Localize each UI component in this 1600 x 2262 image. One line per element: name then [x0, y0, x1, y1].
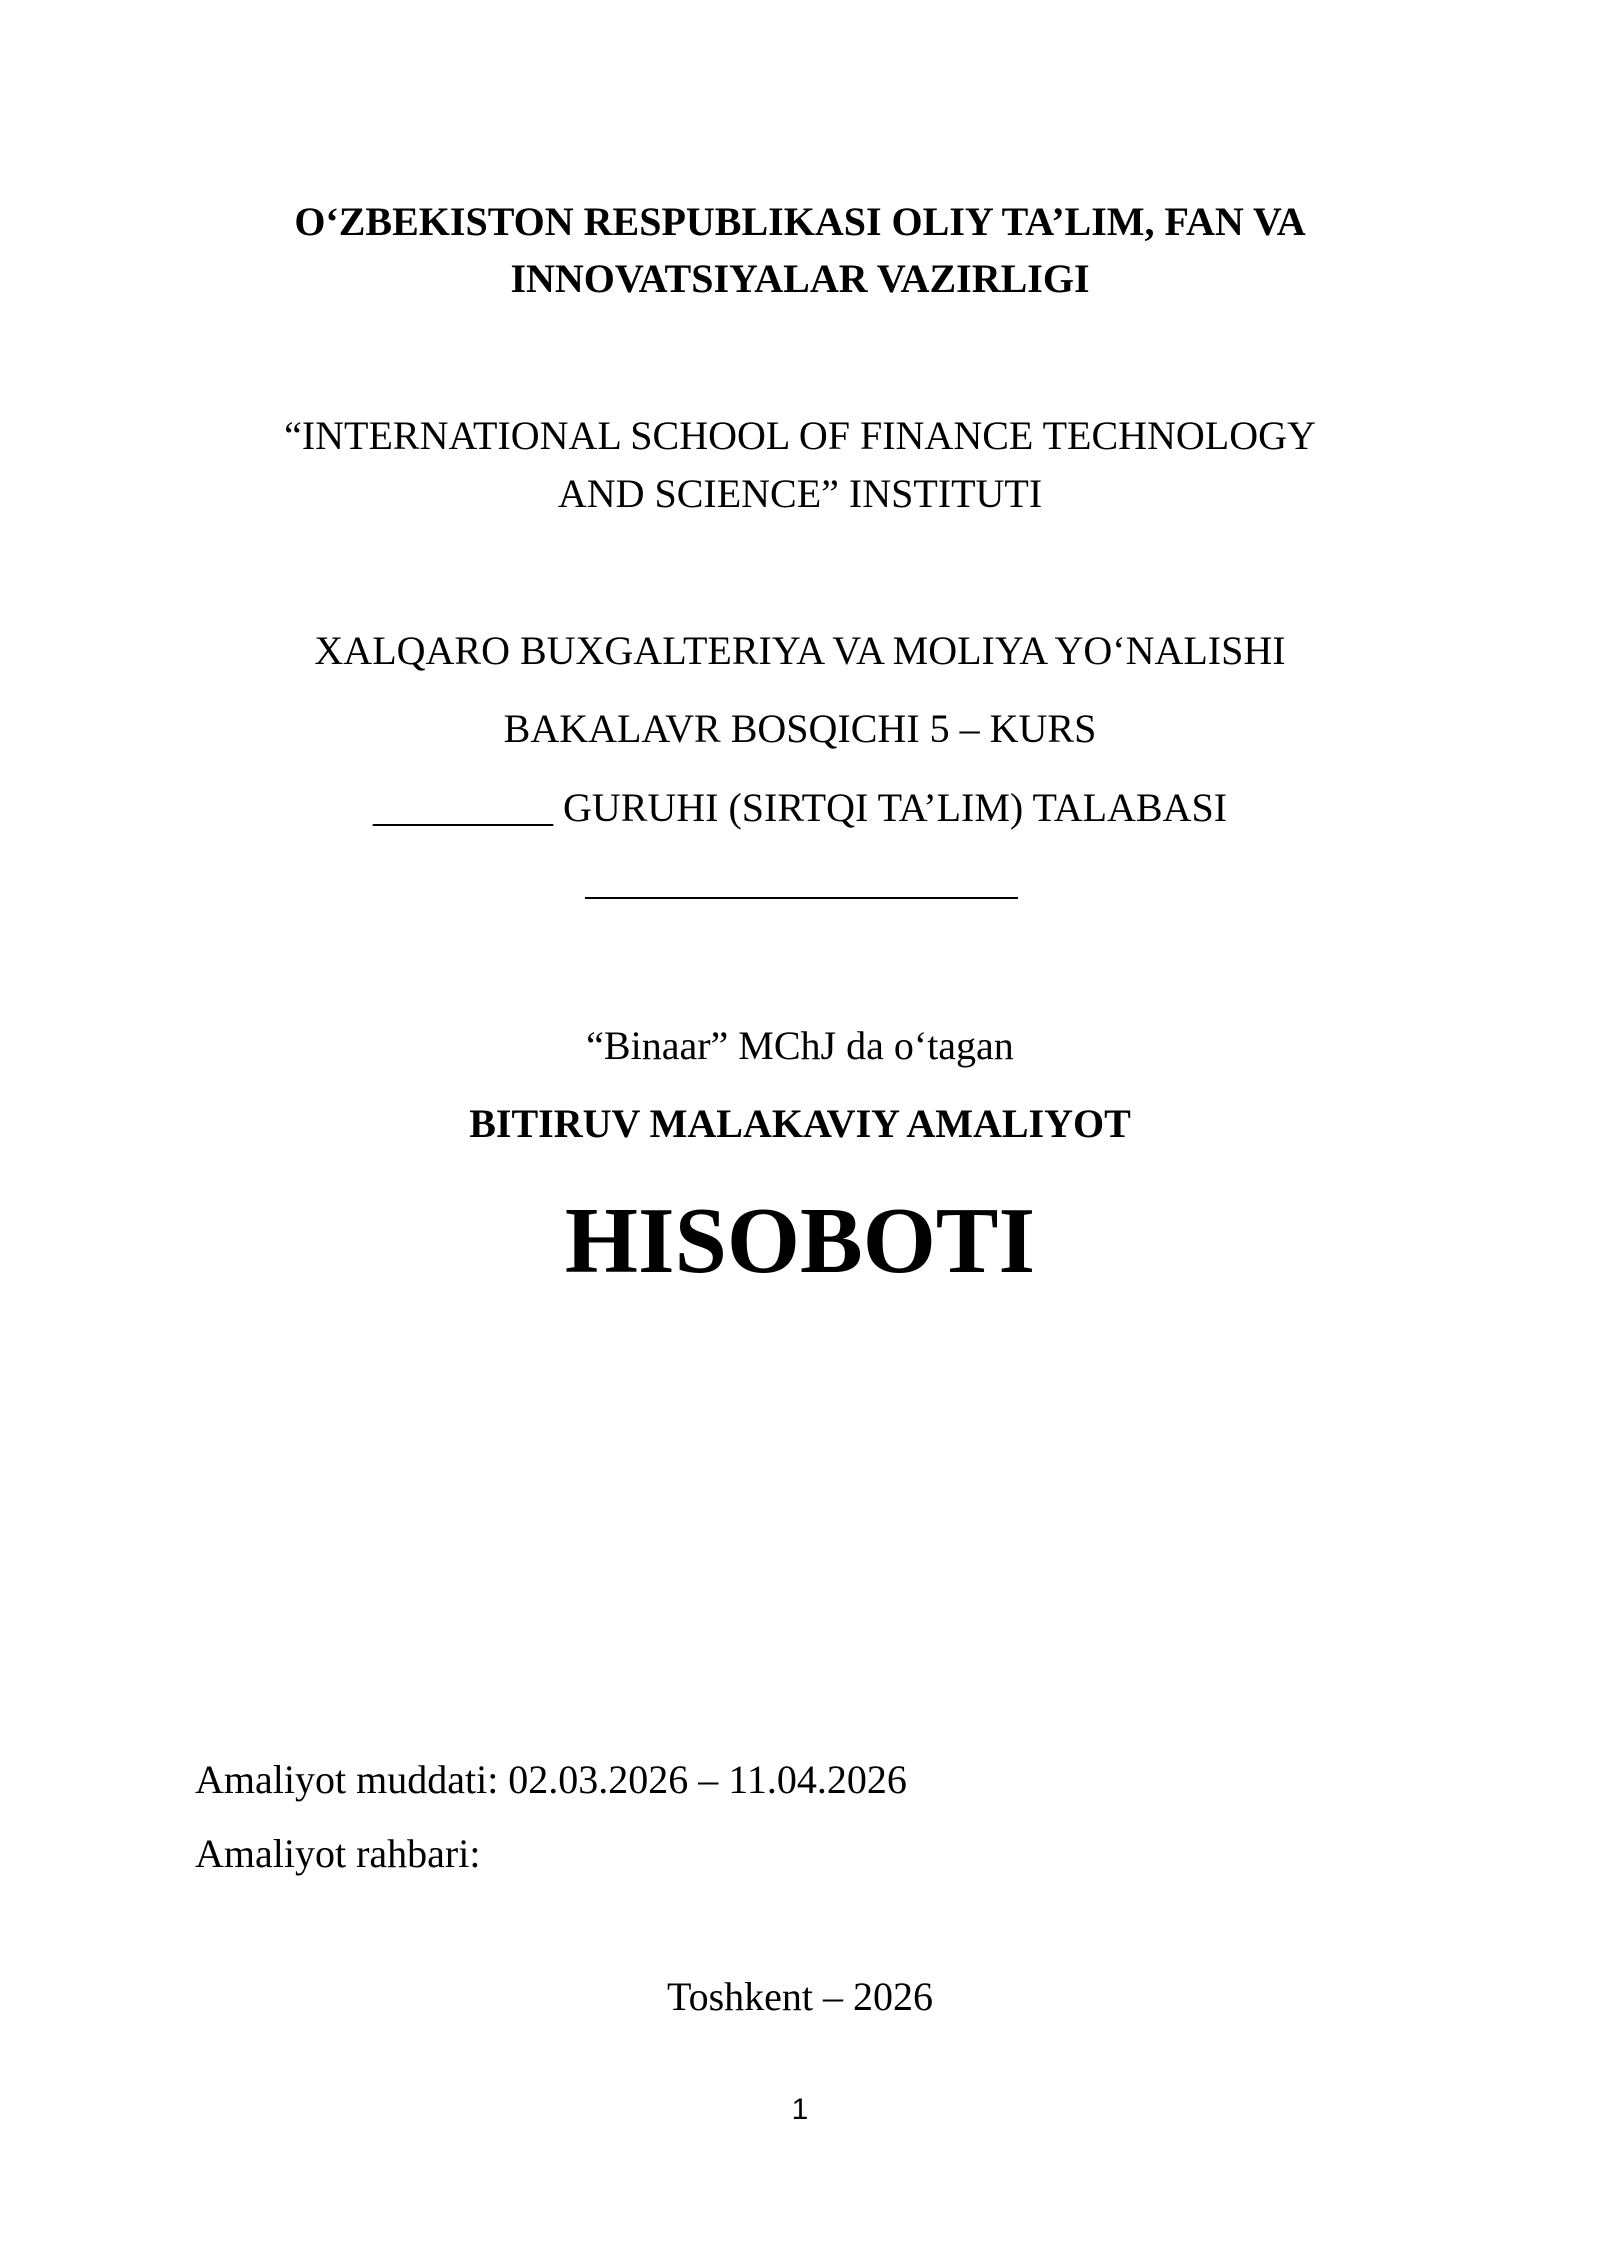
ministry-name-line-2: INNOVATSIYALAR VAZIRLIGI: [510, 256, 1090, 301]
student-name-blank: [585, 897, 1018, 899]
ministry-name-line-1: O‘ZBEKISTON RESPUBLIKASI OLIY TA’LIM, FAN VA: [294, 199, 1306, 244]
specialty-line: XALQARO BUXGALTERIYA VA MOLIYA YO‘NALISHI: [314, 628, 1286, 673]
practice-period: Amaliyot muddati: 02.03.2026 – 11.04.2026: [195, 1757, 907, 1802]
report-kind: BITIRUV MALAKAVIY AMALIYOT: [469, 1101, 1131, 1146]
practice-supervisor: Amaliyot rahbari:: [195, 1831, 481, 1876]
place-and-year: Toshkent – 2026: [666, 1974, 934, 2019]
report-title: HISOBOTI: [564, 1189, 1036, 1293]
group-line: _________ GURUHI (SIRTQI TA’LIM) TALABASI: [372, 785, 1228, 830]
institute-name-line-2: AND SCIENCE” INSTITUTI: [557, 471, 1043, 516]
page-number: 1: [791, 2093, 809, 2126]
report-subtitle: “Binaar” MChJ da o‘tagan: [586, 1023, 1014, 1068]
institute-name-line-1: “INTERNATIONAL SCHOOL OF FINANCE TECHNOLOGY: [284, 413, 1316, 458]
course-level-line: BAKALAVR BOSQICHI 5 – KURS: [503, 706, 1097, 751]
